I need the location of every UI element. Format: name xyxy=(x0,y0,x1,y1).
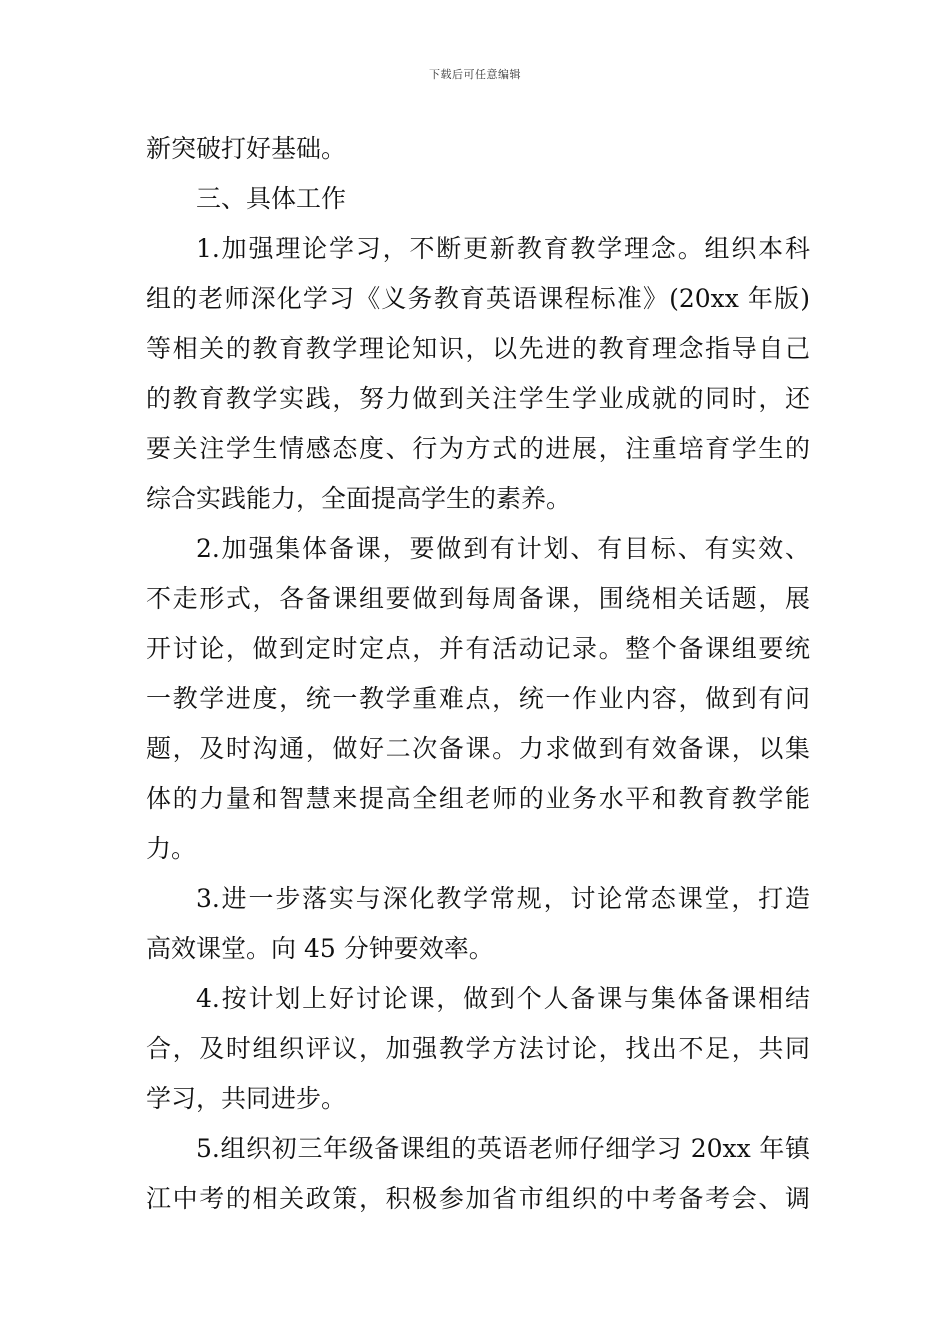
text-line: 综合实践能力，全面提高学生的素养。 xyxy=(146,484,572,513)
text-line: 1.加强理论学习，不断更新教育教学理念。组织本科 xyxy=(196,234,810,263)
text-line: 学习，共同进步。 xyxy=(146,1084,347,1113)
text-line: 的教育教学实践，努力做到关注学生学业成就的同时，还 xyxy=(146,384,810,413)
text-line: 3.进一步落实与深化教学常规，讨论常态课堂，打造 xyxy=(196,884,810,913)
text-line: 力。 xyxy=(146,834,197,863)
text-line: 开讨论，做到定时定点，并有活动记录。整个备课组要统 xyxy=(146,634,810,663)
page-header: 下载后可任意编辑 xyxy=(429,68,521,81)
text-line: 新突破打好基础。 xyxy=(146,134,347,163)
section-heading: 三、具体工作 xyxy=(196,184,347,213)
text-line: 高效课堂。向 45 分钟要效率。 xyxy=(146,934,494,963)
text-line: 合，及时组织评议，加强教学方法讨论，找出不足，共同 xyxy=(146,1034,810,1063)
text-line: 一教学进度，统一教学重难点，统一作业内容，做到有问 xyxy=(146,684,810,713)
text-line: 不走形式，各备课组要做到每周备课，围绕相关话题，展 xyxy=(146,584,810,613)
text-line: 4.按计划上好讨论课，做到个人备课与集体备课相结 xyxy=(196,984,810,1013)
text-line: 2.加强集体备课，要做到有计划、有目标、有实效、 xyxy=(196,534,810,563)
text-line: 5.组织初三年级备课组的英语老师仔细学习 20xx 年镇 xyxy=(196,1134,810,1163)
document-body xyxy=(146,124,810,1224)
text-line: 要关注学生情感态度、行为方式的进展，注重培育学生的 xyxy=(146,434,810,463)
text-line: 组的老师深化学习《义务教育英语课程标准》(20xx 年版) xyxy=(146,284,810,313)
text-line: 体的力量和智慧来提高全组老师的业务水平和教育教学能 xyxy=(146,784,810,813)
text-line: 江中考的相关政策，积极参加省市组织的中考备考会、调 xyxy=(146,1184,810,1213)
text-line: 题，及时沟通，做好二次备课。力求做到有效备课，以集 xyxy=(146,734,810,763)
text-line: 等相关的教育教学理论知识，以先进的教育理念指导自己 xyxy=(146,334,810,363)
